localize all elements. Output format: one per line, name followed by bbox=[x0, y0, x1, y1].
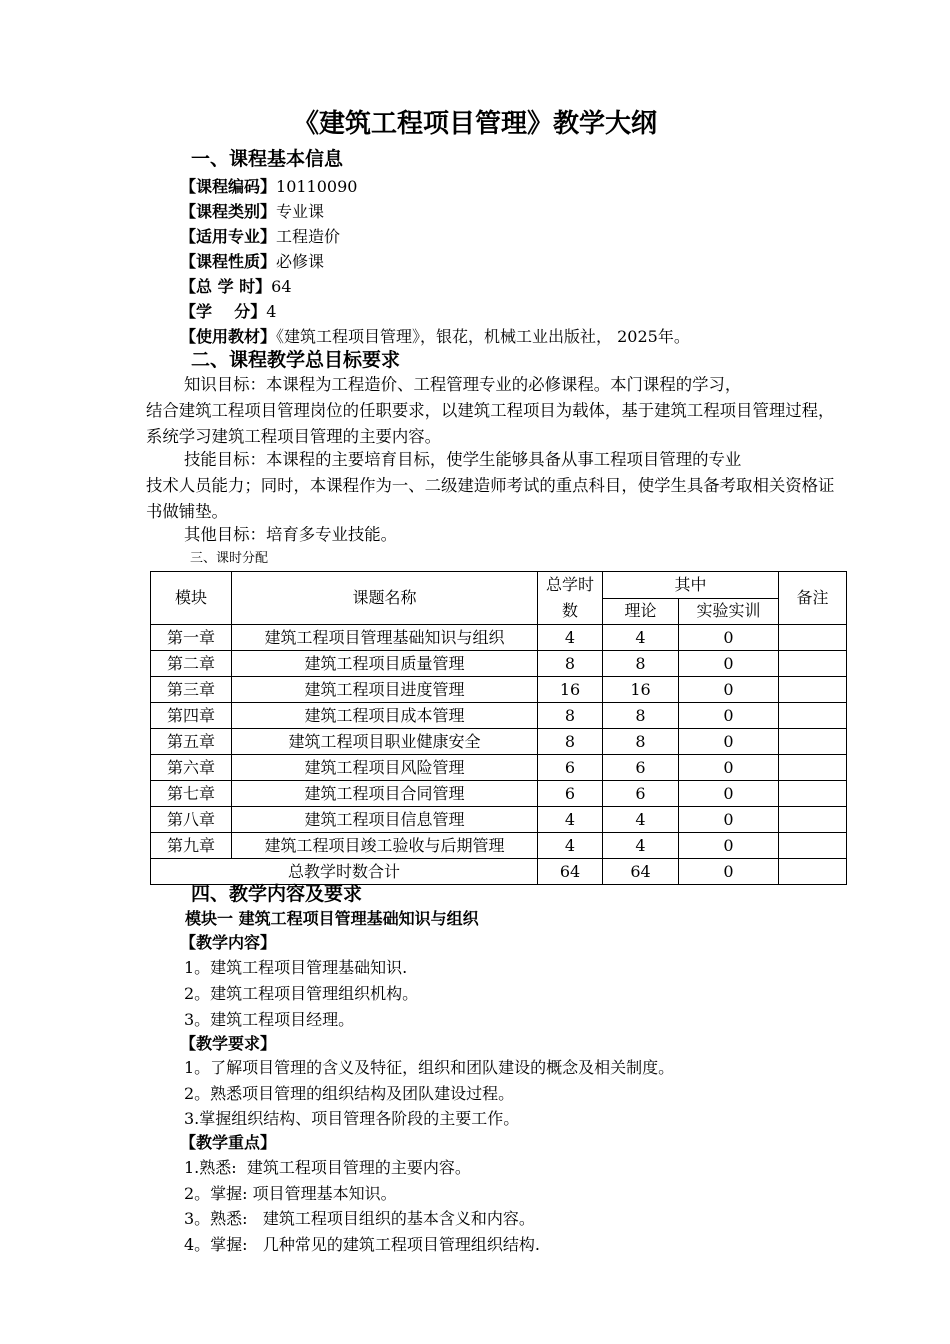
key-point-item: 1.熟悉: 建筑工程项目管理的主要内容。 bbox=[184, 1158, 471, 1177]
cell-note bbox=[779, 625, 847, 651]
info-row-category bbox=[180, 199, 324, 224]
cell-theory: 8 bbox=[603, 703, 679, 729]
requirement-item: 3.掌握组织结构、项目管理各阶段的主要工作。 bbox=[184, 1109, 520, 1128]
section-3-heading: 三、课时分配 bbox=[190, 551, 269, 566]
cell-lab: 0 bbox=[679, 703, 779, 729]
paragraph-line: 其他目标：培育多专业技能。 bbox=[184, 525, 398, 544]
cell-lab: 0 bbox=[679, 651, 779, 677]
cell-topic: 建筑工程项目信息管理 bbox=[232, 807, 538, 833]
total-hours: 64 bbox=[538, 859, 603, 885]
table-row bbox=[151, 729, 847, 755]
section-4-heading: 四、教学内容及要求 bbox=[191, 883, 363, 905]
table-row bbox=[151, 703, 847, 729]
table-row bbox=[151, 651, 847, 677]
cell-module: 第九章 bbox=[151, 833, 232, 859]
cell-theory: 8 bbox=[603, 651, 679, 677]
cell-note bbox=[779, 781, 847, 807]
table-row bbox=[151, 781, 847, 807]
cell-topic: 建筑工程项目管理基础知识与组织 bbox=[232, 625, 538, 651]
info-label: 【适用专业】 bbox=[180, 227, 277, 246]
paragraph-line: 知识目标：本课程为工程造价、工程管理专业的必修课程。本门课程的学习， bbox=[184, 375, 742, 394]
header-theory: 理论 bbox=[603, 598, 679, 625]
info-row-credits bbox=[180, 299, 276, 324]
cell-total: 16 bbox=[538, 677, 603, 703]
cell-note bbox=[779, 703, 847, 729]
header-note: 备注 bbox=[779, 572, 847, 625]
cell-theory: 8 bbox=[603, 729, 679, 755]
paragraph-line: 技能目标：本课程的主要培育目标，使学生能够具备从事工程项目管理的专业 bbox=[184, 450, 742, 469]
cell-note bbox=[779, 755, 847, 781]
info-row-major bbox=[180, 224, 340, 249]
content-item: 2。建筑工程项目管理组织机构。 bbox=[184, 984, 419, 1003]
info-value: 64 bbox=[271, 277, 292, 296]
key-points-heading: 【教学重点】 bbox=[180, 1133, 277, 1152]
info-value: 工程造价 bbox=[276, 227, 341, 246]
cell-topic: 建筑工程项目成本管理 bbox=[232, 703, 538, 729]
table-row bbox=[151, 755, 847, 781]
cell-lab: 0 bbox=[679, 833, 779, 859]
cell-total: 8 bbox=[538, 651, 603, 677]
cell-lab: 0 bbox=[679, 755, 779, 781]
content-item: 1。建筑工程项目管理基础知识. bbox=[184, 958, 408, 977]
info-row-code bbox=[180, 174, 357, 199]
table-header-row bbox=[151, 572, 847, 599]
requirements-heading: 【教学要求】 bbox=[180, 1034, 277, 1053]
info-label: 【课程类别】 bbox=[180, 202, 277, 221]
cell-theory: 4 bbox=[603, 625, 679, 651]
table-row bbox=[151, 625, 847, 651]
cell-module: 第六章 bbox=[151, 755, 232, 781]
key-point-item: 2。掌握: 项目管理基本知识。 bbox=[184, 1184, 397, 1203]
total-note bbox=[779, 859, 847, 885]
table-row bbox=[151, 677, 847, 703]
cell-module: 第二章 bbox=[151, 651, 232, 677]
paragraph-text: 技术人员能力；同时，本课程作为一、二级建造师考试的重点科目，使学生具备考取相关资格证书做铺垫。 bbox=[146, 476, 835, 521]
cell-total: 8 bbox=[538, 729, 603, 755]
info-value: 专业课 bbox=[276, 202, 325, 221]
cell-topic: 建筑工程项目职业健康安全 bbox=[232, 729, 538, 755]
cell-topic: 建筑工程项目竣工验收与后期管理 bbox=[232, 833, 538, 859]
document-title: 《建筑工程项目管理》教学大纲 bbox=[292, 109, 657, 139]
info-value: 4 bbox=[266, 302, 277, 321]
cell-module: 第四章 bbox=[151, 703, 232, 729]
cell-theory: 6 bbox=[603, 781, 679, 807]
content-item: 3。建筑工程项目经理。 bbox=[184, 1010, 355, 1029]
header-total-hours: 总学时数 bbox=[538, 572, 603, 625]
cell-lab: 0 bbox=[679, 807, 779, 833]
cell-theory: 4 bbox=[603, 807, 679, 833]
cell-note bbox=[779, 833, 847, 859]
cell-topic: 建筑工程项目风险管理 bbox=[232, 755, 538, 781]
cell-topic: 建筑工程项目进度管理 bbox=[232, 677, 538, 703]
info-value: 10110090 bbox=[276, 177, 358, 196]
cell-module: 第三章 bbox=[151, 677, 232, 703]
header-module: 模块 bbox=[151, 572, 232, 625]
info-label: 【使用教材】 bbox=[180, 327, 277, 346]
paragraph-text: 结合建筑工程项目管理岗位的任职要求，以建筑工程项目为载体，基于建筑工程项目管理过程，系统学习建筑工程项目管理的主要内容。 bbox=[146, 401, 835, 446]
cell-lab: 0 bbox=[679, 729, 779, 755]
table-row bbox=[151, 833, 847, 859]
info-label: 【总 学 时】 bbox=[180, 277, 272, 296]
cell-module: 第八章 bbox=[151, 807, 232, 833]
header-lab: 实验实训 bbox=[679, 598, 779, 625]
info-value: 必修课 bbox=[276, 252, 325, 271]
cell-total: 4 bbox=[538, 807, 603, 833]
info-label: 【课程编码】 bbox=[180, 177, 277, 196]
cell-lab: 0 bbox=[679, 625, 779, 651]
cell-theory: 16 bbox=[603, 677, 679, 703]
cell-topic: 建筑工程项目合同管理 bbox=[232, 781, 538, 807]
total-theory: 64 bbox=[603, 859, 679, 885]
info-label: 【学 分】 bbox=[180, 302, 267, 321]
header-topic: 课题名称 bbox=[232, 572, 538, 625]
skill-goal-paragraph bbox=[146, 447, 846, 525]
header-group: 其中 bbox=[603, 572, 779, 599]
knowledge-goal-paragraph bbox=[146, 372, 846, 450]
info-row-hours bbox=[180, 274, 292, 299]
cell-total: 4 bbox=[538, 833, 603, 859]
cell-total: 6 bbox=[538, 781, 603, 807]
cell-module: 第七章 bbox=[151, 781, 232, 807]
cell-note bbox=[779, 677, 847, 703]
section-2-heading: 二、课程教学总目标要求 bbox=[191, 349, 401, 371]
cell-note bbox=[779, 651, 847, 677]
info-row-textbook bbox=[180, 324, 690, 349]
cell-total: 4 bbox=[538, 625, 603, 651]
key-point-item: 4。掌握: 几种常见的建筑工程项目管理组织结构. bbox=[184, 1235, 540, 1254]
cell-note bbox=[779, 807, 847, 833]
total-label: 总教学时数合计 bbox=[151, 859, 538, 885]
content-heading: 【教学内容】 bbox=[180, 933, 277, 952]
cell-total: 6 bbox=[538, 755, 603, 781]
module-title: 模块一 建筑工程项目管理基础知识与组织 bbox=[185, 909, 479, 928]
table-row bbox=[151, 807, 847, 833]
key-point-item: 3。熟悉: 建筑工程项目组织的基本含义和内容。 bbox=[184, 1209, 535, 1228]
cell-module: 第五章 bbox=[151, 729, 232, 755]
info-label: 【课程性质】 bbox=[180, 252, 277, 271]
section-1-heading: 一、课程基本信息 bbox=[191, 148, 344, 170]
cell-theory: 4 bbox=[603, 833, 679, 859]
hours-table bbox=[150, 571, 847, 885]
cell-note bbox=[779, 729, 847, 755]
other-goal-paragraph bbox=[146, 522, 846, 548]
cell-lab: 0 bbox=[679, 677, 779, 703]
cell-lab: 0 bbox=[679, 781, 779, 807]
cell-theory: 6 bbox=[603, 755, 679, 781]
cell-topic: 建筑工程项目质量管理 bbox=[232, 651, 538, 677]
cell-module: 第一章 bbox=[151, 625, 232, 651]
total-lab: 0 bbox=[679, 859, 779, 885]
cell-total: 8 bbox=[538, 703, 603, 729]
requirement-item: 2。熟悉项目管理的组织结构及团队建设过程。 bbox=[184, 1084, 515, 1103]
info-row-nature bbox=[180, 249, 324, 274]
info-value: 《建筑工程项目管理》，银花，机械工业出版社， 2025年。 bbox=[276, 327, 690, 346]
requirement-item: 1。了解项目管理的含义及特征，组织和团队建设的概念及相关制度。 bbox=[184, 1058, 675, 1077]
